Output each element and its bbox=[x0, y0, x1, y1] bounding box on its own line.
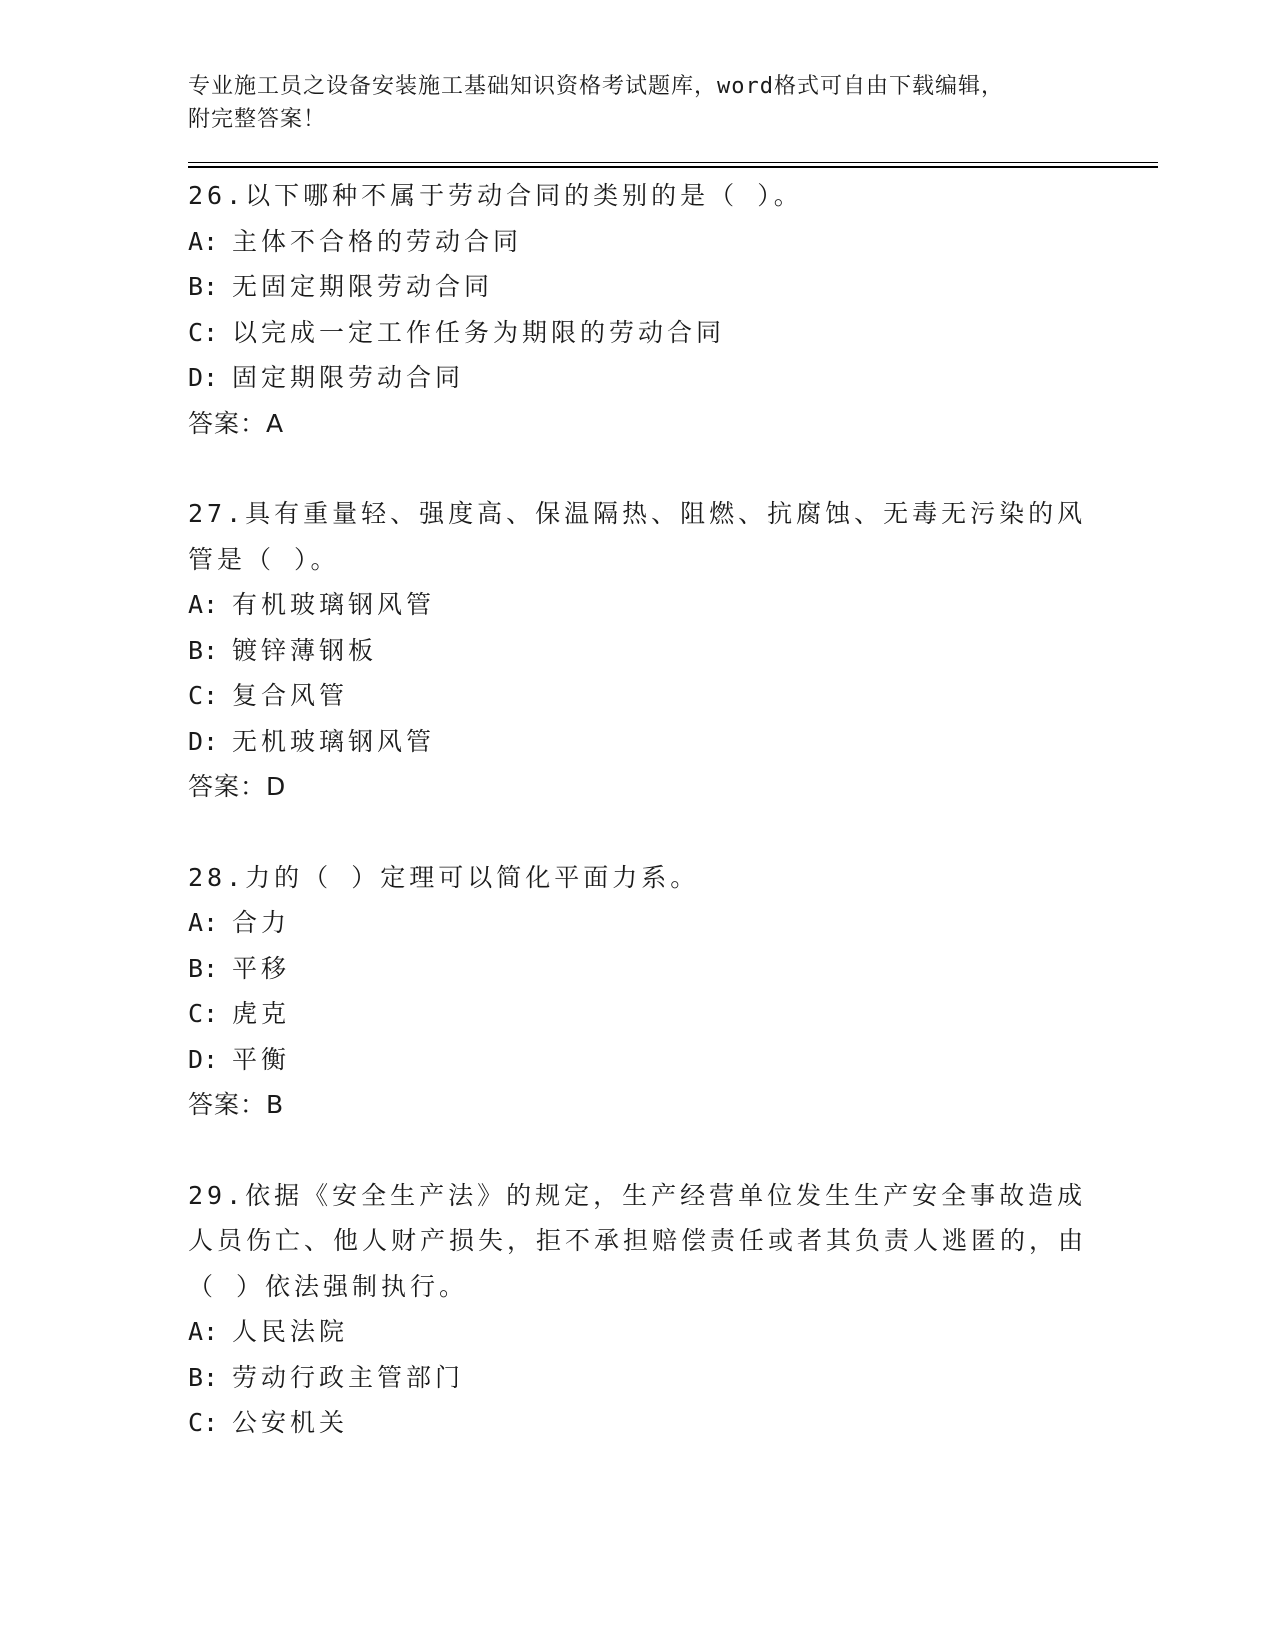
option-label: B: bbox=[188, 272, 219, 301]
option-a bbox=[188, 219, 1158, 265]
option-text: 有机玻璃钢风管 bbox=[232, 590, 436, 619]
answer-line: 答案：D bbox=[188, 772, 287, 801]
question-stem: 26.以下哪种不属于劳动合同的类别的是（ ）。 bbox=[188, 181, 803, 210]
question-stem: 29.依据《安全生产法》的规定，生产经营单位发生生产安全事故造成人员伤亡、他人财产损失，拒不承担赔偿责任或者其负责人逃匿的，由（ ）依法强制执行。 bbox=[188, 1180, 1088, 1301]
question-stem: 27.具有重量轻、强度高、保温隔热、阻燃、抗腐蚀、无毒无污染的风管是（ ）。 bbox=[188, 499, 1087, 574]
option-label: A: bbox=[188, 590, 219, 619]
option-text: 复合风管 bbox=[232, 681, 349, 710]
document-header-line-2: 附完整答案！ bbox=[188, 107, 327, 132]
question-28 bbox=[188, 855, 1158, 1128]
option-b bbox=[188, 1355, 1158, 1401]
option-text: 劳动行政主管部门 bbox=[232, 1362, 465, 1392]
option-label: B: bbox=[188, 953, 219, 983]
option-label: C: bbox=[188, 681, 219, 710]
option-label: C: bbox=[188, 999, 219, 1028]
header-double-rule bbox=[188, 162, 1158, 163]
option-b bbox=[188, 264, 1158, 310]
option-label: A: bbox=[188, 908, 219, 937]
option-label: C: bbox=[188, 317, 219, 347]
question-list bbox=[188, 173, 1158, 1446]
question-stem: 28.力的（ ）定理可以简化平面力系。 bbox=[188, 862, 700, 892]
answer-line: 答案：B bbox=[188, 1090, 285, 1119]
option-c bbox=[188, 991, 1158, 1037]
option-d bbox=[188, 355, 1158, 401]
option-label: C: bbox=[188, 1408, 219, 1437]
question-29 bbox=[188, 1173, 1158, 1446]
option-text: 虎克 bbox=[232, 999, 291, 1028]
option-label: D: bbox=[188, 363, 219, 392]
document-header-line-1: 专业施工员之设备安装施工基础知识资格考试题库，word格式可自由下载编辑， bbox=[188, 74, 1004, 99]
option-label: B: bbox=[188, 635, 219, 665]
question-26 bbox=[188, 173, 1158, 446]
option-a bbox=[188, 582, 1158, 628]
option-a bbox=[188, 900, 1158, 946]
option-label: A: bbox=[188, 226, 219, 256]
option-label: B: bbox=[188, 1362, 219, 1392]
answer-line: 答案：A bbox=[188, 408, 285, 438]
option-a bbox=[188, 1309, 1158, 1355]
option-text: 公安机关 bbox=[232, 1408, 349, 1437]
option-d bbox=[188, 719, 1158, 765]
option-label: D: bbox=[188, 726, 219, 756]
option-text: 人民法院 bbox=[232, 1317, 349, 1346]
option-text: 固定期限劳动合同 bbox=[232, 363, 465, 392]
question-27 bbox=[188, 491, 1158, 810]
option-c bbox=[188, 673, 1158, 719]
document-page bbox=[188, 70, 1158, 1491]
option-text: 平衡 bbox=[232, 1044, 291, 1074]
option-text: 主体不合格的劳动合同 bbox=[232, 226, 523, 256]
option-label: D: bbox=[188, 1044, 219, 1074]
option-c bbox=[188, 310, 1158, 356]
option-d bbox=[188, 1037, 1158, 1083]
option-text: 以完成一定工作任务为期限的劳动合同 bbox=[232, 317, 726, 347]
option-c bbox=[188, 1400, 1158, 1446]
option-text: 无机玻璃钢风管 bbox=[232, 726, 436, 756]
option-text: 合力 bbox=[232, 908, 291, 937]
option-text: 无固定期限劳动合同 bbox=[232, 272, 494, 301]
option-b bbox=[188, 946, 1158, 992]
option-text: 镀锌薄钢板 bbox=[232, 635, 378, 665]
option-text: 平移 bbox=[232, 953, 291, 983]
option-label: A: bbox=[188, 1317, 219, 1346]
option-b bbox=[188, 628, 1158, 674]
